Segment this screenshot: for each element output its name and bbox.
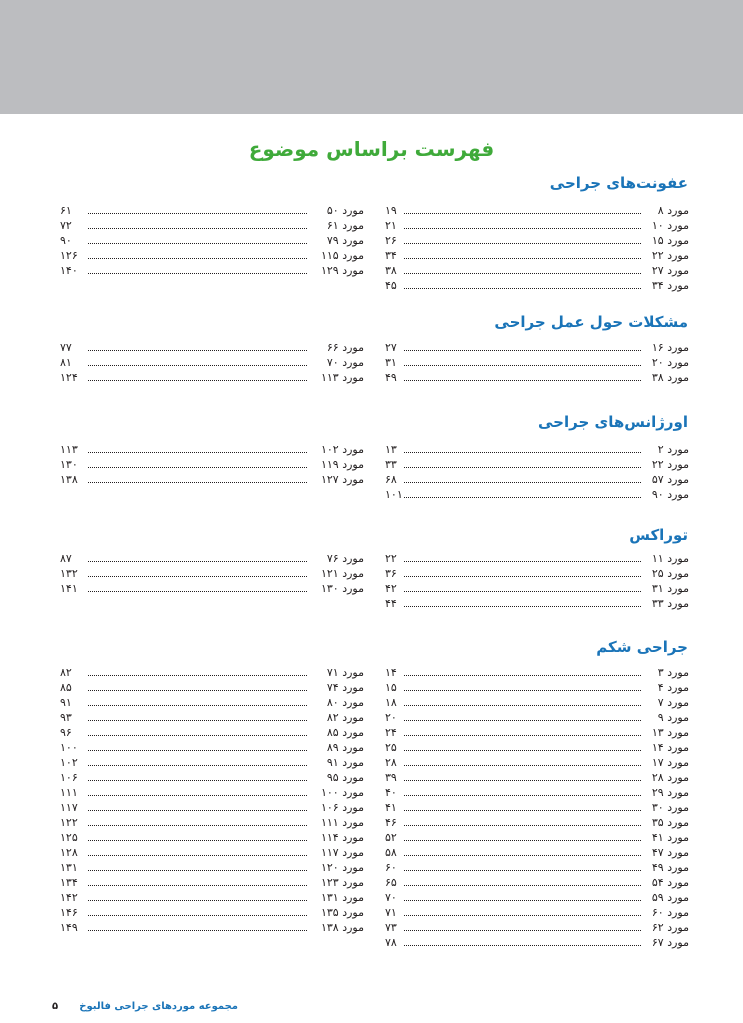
dot-leader bbox=[88, 365, 307, 366]
section-title: اورژانس‌های جراحی bbox=[538, 413, 688, 431]
dot-leader bbox=[404, 452, 641, 453]
toc-entry bbox=[385, 341, 689, 356]
dot-leader bbox=[404, 675, 641, 676]
entry-page-number: ۲۶ bbox=[385, 234, 397, 247]
entry-case-label: مورد ۴ bbox=[657, 681, 689, 694]
entry-case-label: مورد ۴۷ bbox=[651, 846, 689, 859]
toc-entry bbox=[60, 219, 364, 234]
dot-leader bbox=[88, 900, 307, 901]
toc-entry bbox=[385, 488, 689, 503]
entry-case-label: مورد ۱۱۳ bbox=[320, 371, 364, 384]
entry-page-number: ۸۲ bbox=[60, 666, 72, 679]
entry-page-number: ۳۴ bbox=[385, 249, 397, 262]
toc-entry bbox=[60, 861, 364, 876]
toc-entry bbox=[60, 356, 364, 371]
toc-entry bbox=[385, 219, 689, 234]
entry-page-number: ۴۵ bbox=[385, 279, 397, 292]
entries-left bbox=[60, 666, 364, 936]
toc-entry bbox=[385, 891, 689, 906]
entry-case-label: مورد ۹۵ bbox=[326, 771, 364, 784]
dot-leader bbox=[404, 273, 641, 274]
dot-leader bbox=[404, 735, 641, 736]
dot-leader bbox=[88, 735, 307, 736]
toc-entry bbox=[60, 341, 364, 356]
entry-page-number: ۱۳۰ bbox=[60, 458, 78, 471]
entry-page-number: ۱۴۶ bbox=[60, 906, 78, 919]
dot-leader bbox=[404, 482, 641, 483]
entry-case-label: مورد ۶۰ bbox=[651, 906, 689, 919]
toc-entry bbox=[60, 816, 364, 831]
toc-entry bbox=[385, 936, 689, 951]
entry-case-label: مورد ۳۱ bbox=[651, 582, 689, 595]
entry-case-label: مورد ۱۲۰ bbox=[320, 861, 364, 874]
entry-case-label: مورد ۱۲۳ bbox=[320, 876, 364, 889]
entry-page-number: ۷۲ bbox=[60, 219, 72, 232]
toc-entry bbox=[60, 726, 364, 741]
toc-entry bbox=[385, 711, 689, 726]
dot-leader bbox=[404, 606, 641, 607]
toc-entry bbox=[385, 371, 689, 386]
entry-page-number: ۱۰۶ bbox=[60, 771, 78, 784]
entry-page-number: ۸۷ bbox=[60, 552, 72, 565]
entry-page-number: ۸۵ bbox=[60, 681, 72, 694]
dot-leader bbox=[404, 591, 641, 592]
entry-case-label: مورد ۸۹ bbox=[326, 741, 364, 754]
entry-case-label: مورد ۴۱ bbox=[651, 831, 689, 844]
toc-entry bbox=[385, 756, 689, 771]
dot-leader bbox=[88, 350, 307, 351]
entry-case-label: مورد ۷۹ bbox=[326, 234, 364, 247]
entry-case-label: مورد ۳۴ bbox=[651, 279, 689, 292]
footer-book-title: مجموعه موردهای جراحی فالبوخ bbox=[79, 1001, 238, 1012]
toc-entry bbox=[60, 552, 364, 567]
entry-case-label: مورد ۶۱ bbox=[326, 219, 364, 232]
entry-page-number: ۶۱ bbox=[60, 204, 72, 217]
dot-leader bbox=[88, 795, 307, 796]
dot-leader bbox=[404, 243, 641, 244]
toc-entry bbox=[385, 816, 689, 831]
entry-case-label: مورد ۳ bbox=[657, 666, 689, 679]
dot-leader bbox=[404, 750, 641, 751]
footer-page-number: ۵ bbox=[52, 1001, 59, 1012]
toc-entry bbox=[385, 356, 689, 371]
dot-leader bbox=[88, 243, 307, 244]
toc-entry bbox=[60, 741, 364, 756]
entry-case-label: مورد ۳۵ bbox=[651, 816, 689, 829]
toc-entry bbox=[60, 696, 364, 711]
entry-page-number: ۱۰۱ bbox=[385, 488, 403, 501]
entry-case-label: مورد ۲۹ bbox=[651, 786, 689, 799]
entry-case-label: مورد ۸۵ bbox=[326, 726, 364, 739]
entry-case-label: مورد ۱۱ bbox=[651, 552, 689, 565]
entry-case-label: مورد ۳۰ bbox=[651, 801, 689, 814]
dot-leader bbox=[88, 258, 307, 259]
entry-page-number: ۱۰۰ bbox=[60, 741, 78, 754]
entry-case-label: مورد ۷۴ bbox=[326, 681, 364, 694]
dot-leader bbox=[404, 258, 641, 259]
toc-entry bbox=[385, 681, 689, 696]
dot-leader bbox=[88, 591, 307, 592]
entry-page-number: ۱۴۲ bbox=[60, 891, 78, 904]
dot-leader bbox=[404, 840, 641, 841]
entry-case-label: مورد ۱۲۷ bbox=[320, 473, 364, 486]
entry-page-number: ۱۲۸ bbox=[60, 846, 78, 859]
toc-entry bbox=[385, 582, 689, 597]
toc-entry bbox=[385, 597, 689, 612]
entry-page-number: ۲۴ bbox=[385, 726, 397, 739]
dot-leader bbox=[88, 840, 307, 841]
entry-case-label: مورد ۱۰۶ bbox=[320, 801, 364, 814]
entry-case-label: مورد ۱۲۹ bbox=[320, 264, 364, 277]
toc-entry bbox=[385, 696, 689, 711]
entry-page-number: ۷۰ bbox=[385, 891, 397, 904]
entry-page-number: ۱۰۲ bbox=[60, 756, 78, 769]
entry-page-number: ۱۳ bbox=[385, 443, 397, 456]
toc-entry bbox=[60, 204, 364, 219]
entry-page-number: ۶۵ bbox=[385, 876, 397, 889]
dot-leader bbox=[404, 780, 641, 781]
dot-leader bbox=[404, 795, 641, 796]
dot-leader bbox=[88, 213, 307, 214]
dot-leader bbox=[404, 350, 641, 351]
entry-page-number: ۱۵ bbox=[385, 681, 397, 694]
entry-page-number: ۱۲۲ bbox=[60, 816, 78, 829]
entry-page-number: ۱۸ bbox=[385, 696, 397, 709]
entry-page-number: ۱۱۳ bbox=[60, 443, 78, 456]
entry-page-number: ۱۲۶ bbox=[60, 249, 78, 262]
entry-page-number: ۴۹ bbox=[385, 371, 397, 384]
entry-case-label: مورد ۵۷ bbox=[651, 473, 689, 486]
entry-case-label: مورد ۱۱۴ bbox=[320, 831, 364, 844]
entry-page-number: ۴۴ bbox=[385, 597, 397, 610]
entry-case-label: مورد ۱۳۸ bbox=[320, 921, 364, 934]
toc-entry bbox=[385, 786, 689, 801]
entry-case-label: مورد ۷۶ bbox=[326, 552, 364, 565]
toc-entry bbox=[385, 801, 689, 816]
entry-case-label: مورد ۳۸ bbox=[651, 371, 689, 384]
entry-page-number: ۷۳ bbox=[385, 921, 397, 934]
toc-entry bbox=[60, 234, 364, 249]
section-title: مشکلات حول عمل جراحی bbox=[494, 313, 688, 331]
entry-case-label: مورد ۸۲ bbox=[326, 711, 364, 724]
dot-leader bbox=[404, 930, 641, 931]
dot-leader bbox=[88, 467, 307, 468]
toc-entry bbox=[385, 443, 689, 458]
entries-right bbox=[385, 552, 689, 612]
dot-leader bbox=[88, 825, 307, 826]
entry-case-label: مورد ۴۹ bbox=[651, 861, 689, 874]
entry-page-number: ۲۲ bbox=[385, 552, 397, 565]
toc-entry bbox=[385, 552, 689, 567]
entry-case-label: مورد ۱۱۷ bbox=[320, 846, 364, 859]
entry-case-label: مورد ۵۴ bbox=[651, 876, 689, 889]
toc-entry bbox=[60, 681, 364, 696]
dot-leader bbox=[404, 690, 641, 691]
toc-entry bbox=[385, 249, 689, 264]
entry-page-number: ۵۲ bbox=[385, 831, 397, 844]
entry-page-number: ۱۳۴ bbox=[60, 876, 78, 889]
entry-case-label: مورد ۱۶ bbox=[651, 341, 689, 354]
entry-page-number: ۱۲۴ bbox=[60, 371, 78, 384]
toc-entry bbox=[60, 711, 364, 726]
toc-entry bbox=[385, 771, 689, 786]
dot-leader bbox=[88, 690, 307, 691]
entry-page-number: ۴۶ bbox=[385, 816, 397, 829]
dot-leader bbox=[88, 482, 307, 483]
entry-case-label: مورد ۵۰ bbox=[326, 204, 364, 217]
entry-page-number: ۹۱ bbox=[60, 696, 72, 709]
dot-leader bbox=[88, 705, 307, 706]
toc-entry bbox=[385, 204, 689, 219]
toc-entry bbox=[60, 921, 364, 936]
dot-leader bbox=[404, 720, 641, 721]
toc-entry bbox=[385, 876, 689, 891]
toc-entry bbox=[60, 801, 364, 816]
dot-leader bbox=[88, 576, 307, 577]
dot-leader bbox=[88, 810, 307, 811]
entry-page-number: ۳۶ bbox=[385, 567, 397, 580]
page-title: فهرست براساس موضوع bbox=[248, 137, 495, 161]
entry-case-label: مورد ۸۰ bbox=[326, 696, 364, 709]
entry-page-number: ۲۵ bbox=[385, 741, 397, 754]
toc-entry bbox=[385, 473, 689, 488]
entry-case-label: مورد ۲۰ bbox=[651, 356, 689, 369]
entry-case-label: مورد ۲۵ bbox=[651, 567, 689, 580]
entries-right bbox=[385, 204, 689, 294]
toc-entry bbox=[60, 666, 364, 681]
entry-case-label: مورد ۱۳۰ bbox=[320, 582, 364, 595]
dot-leader bbox=[404, 497, 641, 498]
entry-page-number: ۱۳۸ bbox=[60, 473, 78, 486]
entries-left bbox=[60, 443, 364, 488]
entry-page-number: ۹۳ bbox=[60, 711, 72, 724]
dot-leader bbox=[404, 885, 641, 886]
entry-case-label: مورد ۱۰ bbox=[651, 219, 689, 232]
dot-leader bbox=[88, 228, 307, 229]
entry-case-label: مورد ۲۲ bbox=[651, 249, 689, 262]
entry-page-number: ۲۱ bbox=[385, 219, 397, 232]
dot-leader bbox=[404, 228, 641, 229]
entry-case-label: مورد ۳۳ bbox=[651, 597, 689, 610]
entry-page-number: ۲۸ bbox=[385, 756, 397, 769]
entry-case-label: مورد ۶۷ bbox=[651, 936, 689, 949]
dot-leader bbox=[88, 915, 307, 916]
dot-leader bbox=[88, 885, 307, 886]
entry-page-number: ۱۴۱ bbox=[60, 582, 78, 595]
entry-page-number: ۱۴۹ bbox=[60, 921, 78, 934]
dot-leader bbox=[88, 720, 307, 721]
toc-entry bbox=[60, 473, 364, 488]
section-title: عفونت‌های جراحی bbox=[549, 174, 688, 192]
toc-entry bbox=[60, 906, 364, 921]
entry-case-label: مورد ۷۰ bbox=[326, 356, 364, 369]
dot-leader bbox=[404, 705, 641, 706]
dot-leader bbox=[88, 380, 307, 381]
dot-leader bbox=[88, 452, 307, 453]
toc-entry bbox=[60, 458, 364, 473]
toc-entry bbox=[60, 831, 364, 846]
entry-page-number: ۶۸ bbox=[385, 473, 397, 486]
toc-entry bbox=[60, 756, 364, 771]
toc-entry bbox=[385, 906, 689, 921]
dot-leader bbox=[404, 561, 641, 562]
dot-leader bbox=[404, 288, 641, 289]
dot-leader bbox=[88, 273, 307, 274]
entry-case-label: مورد ۷۱ bbox=[326, 666, 364, 679]
dot-leader bbox=[88, 765, 307, 766]
toc-entry bbox=[60, 846, 364, 861]
entry-page-number: ۹۰ bbox=[60, 234, 72, 247]
entry-page-number: ۱۳۲ bbox=[60, 567, 78, 580]
dot-leader bbox=[404, 855, 641, 856]
toc-entry bbox=[385, 741, 689, 756]
toc-entry bbox=[60, 264, 364, 279]
entry-case-label: مورد ۱۷ bbox=[651, 756, 689, 769]
section-title: جراحی شکم bbox=[596, 638, 688, 656]
entry-case-label: مورد ۶۲ bbox=[651, 921, 689, 934]
entry-page-number: ۱۴ bbox=[385, 666, 397, 679]
dot-leader bbox=[88, 855, 307, 856]
dot-leader bbox=[404, 900, 641, 901]
entry-page-number: ۱۴۰ bbox=[60, 264, 78, 277]
entry-page-number: ۹۶ bbox=[60, 726, 72, 739]
dot-leader bbox=[404, 765, 641, 766]
toc-entry bbox=[60, 582, 364, 597]
entry-case-label: مورد ۹ bbox=[657, 711, 689, 724]
toc-entry bbox=[60, 891, 364, 906]
entry-case-label: مورد ۱۳۱ bbox=[320, 891, 364, 904]
entry-case-label: مورد ۱۰۲ bbox=[320, 443, 364, 456]
dot-leader bbox=[88, 870, 307, 871]
entry-page-number: ۱۳۱ bbox=[60, 861, 78, 874]
dot-leader bbox=[404, 380, 641, 381]
entries-left bbox=[60, 341, 364, 386]
entry-page-number: ۳۱ bbox=[385, 356, 397, 369]
entry-case-label: مورد ۲۸ bbox=[651, 771, 689, 784]
toc-entry bbox=[385, 861, 689, 876]
toc-entry bbox=[385, 234, 689, 249]
dot-leader bbox=[404, 576, 641, 577]
toc-entry bbox=[385, 921, 689, 936]
toc-entry bbox=[60, 771, 364, 786]
entry-page-number: ۴۰ bbox=[385, 786, 397, 799]
dot-leader bbox=[88, 561, 307, 562]
entry-case-label: مورد ۹۰ bbox=[651, 488, 689, 501]
entry-page-number: ۷۱ bbox=[385, 906, 397, 919]
dot-leader bbox=[88, 675, 307, 676]
entry-case-label: مورد ۵۹ bbox=[651, 891, 689, 904]
dot-leader bbox=[88, 750, 307, 751]
entry-case-label: مورد ۱۱۵ bbox=[320, 249, 364, 262]
dot-leader bbox=[404, 467, 641, 468]
dot-leader bbox=[88, 780, 307, 781]
entry-case-label: مورد ۱۱۱ bbox=[320, 816, 364, 829]
entry-case-label: مورد ۲ bbox=[657, 443, 689, 456]
entry-case-label: مورد ۲۷ bbox=[651, 264, 689, 277]
dot-leader bbox=[404, 915, 641, 916]
entry-case-label: مورد ۱۵ bbox=[651, 234, 689, 247]
header-band bbox=[0, 0, 743, 114]
entry-case-label: مورد ۸ bbox=[657, 204, 689, 217]
dot-leader bbox=[404, 365, 641, 366]
toc-entry bbox=[385, 458, 689, 473]
entries-right bbox=[385, 443, 689, 503]
entry-page-number: ۳۳ bbox=[385, 458, 397, 471]
entries-left bbox=[60, 552, 364, 597]
entry-page-number: ۳۹ bbox=[385, 771, 397, 784]
entry-page-number: ۸۱ bbox=[60, 356, 72, 369]
entry-case-label: مورد ۱۳۵ bbox=[320, 906, 364, 919]
dot-leader bbox=[88, 930, 307, 931]
toc-entry bbox=[385, 264, 689, 279]
entry-page-number: ۱۹ bbox=[385, 204, 397, 217]
entry-case-label: مورد ۱۲۱ bbox=[320, 567, 364, 580]
toc-entry bbox=[385, 279, 689, 294]
entries-left bbox=[60, 204, 364, 279]
entry-case-label: مورد ۱۴ bbox=[651, 741, 689, 754]
entry-page-number: ۴۱ bbox=[385, 801, 397, 814]
toc-entry bbox=[385, 831, 689, 846]
entry-page-number: ۲۷ bbox=[385, 341, 397, 354]
toc-entry bbox=[60, 443, 364, 458]
dot-leader bbox=[404, 825, 641, 826]
toc-entry bbox=[60, 249, 364, 264]
entry-page-number: ۱۲۵ bbox=[60, 831, 78, 844]
toc-entry bbox=[60, 786, 364, 801]
dot-leader bbox=[404, 945, 641, 946]
toc-entry bbox=[60, 371, 364, 386]
entry-case-label: مورد ۲۲ bbox=[651, 458, 689, 471]
entry-case-label: مورد ۶۶ bbox=[326, 341, 364, 354]
dot-leader bbox=[404, 810, 641, 811]
dot-leader bbox=[404, 870, 641, 871]
entry-page-number: ۱۱۱ bbox=[60, 786, 78, 799]
toc-entry bbox=[385, 666, 689, 681]
entry-page-number: ۴۲ bbox=[385, 582, 397, 595]
toc-entry bbox=[385, 567, 689, 582]
entry-case-label: مورد ۱۳ bbox=[651, 726, 689, 739]
entry-page-number: ۲۰ bbox=[385, 711, 397, 724]
toc-entry bbox=[60, 567, 364, 582]
entry-page-number: ۶۰ bbox=[385, 861, 397, 874]
toc-entry bbox=[60, 876, 364, 891]
entry-case-label: مورد ۱۰۰ bbox=[320, 786, 364, 799]
entry-page-number: ۷۸ bbox=[385, 936, 397, 949]
entry-case-label: مورد ۹۱ bbox=[326, 756, 364, 769]
entry-page-number: ۱۱۷ bbox=[60, 801, 78, 814]
entry-case-label: مورد ۱۱۹ bbox=[320, 458, 364, 471]
entry-page-number: ۷۷ bbox=[60, 341, 72, 354]
toc-entry bbox=[385, 846, 689, 861]
entries-right bbox=[385, 666, 689, 951]
entry-page-number: ۳۸ bbox=[385, 264, 397, 277]
entry-page-number: ۵۸ bbox=[385, 846, 397, 859]
section-title: توراکس bbox=[629, 526, 688, 544]
dot-leader bbox=[404, 213, 641, 214]
entry-case-label: مورد ۷ bbox=[657, 696, 689, 709]
toc-entry bbox=[385, 726, 689, 741]
entries-right bbox=[385, 341, 689, 386]
